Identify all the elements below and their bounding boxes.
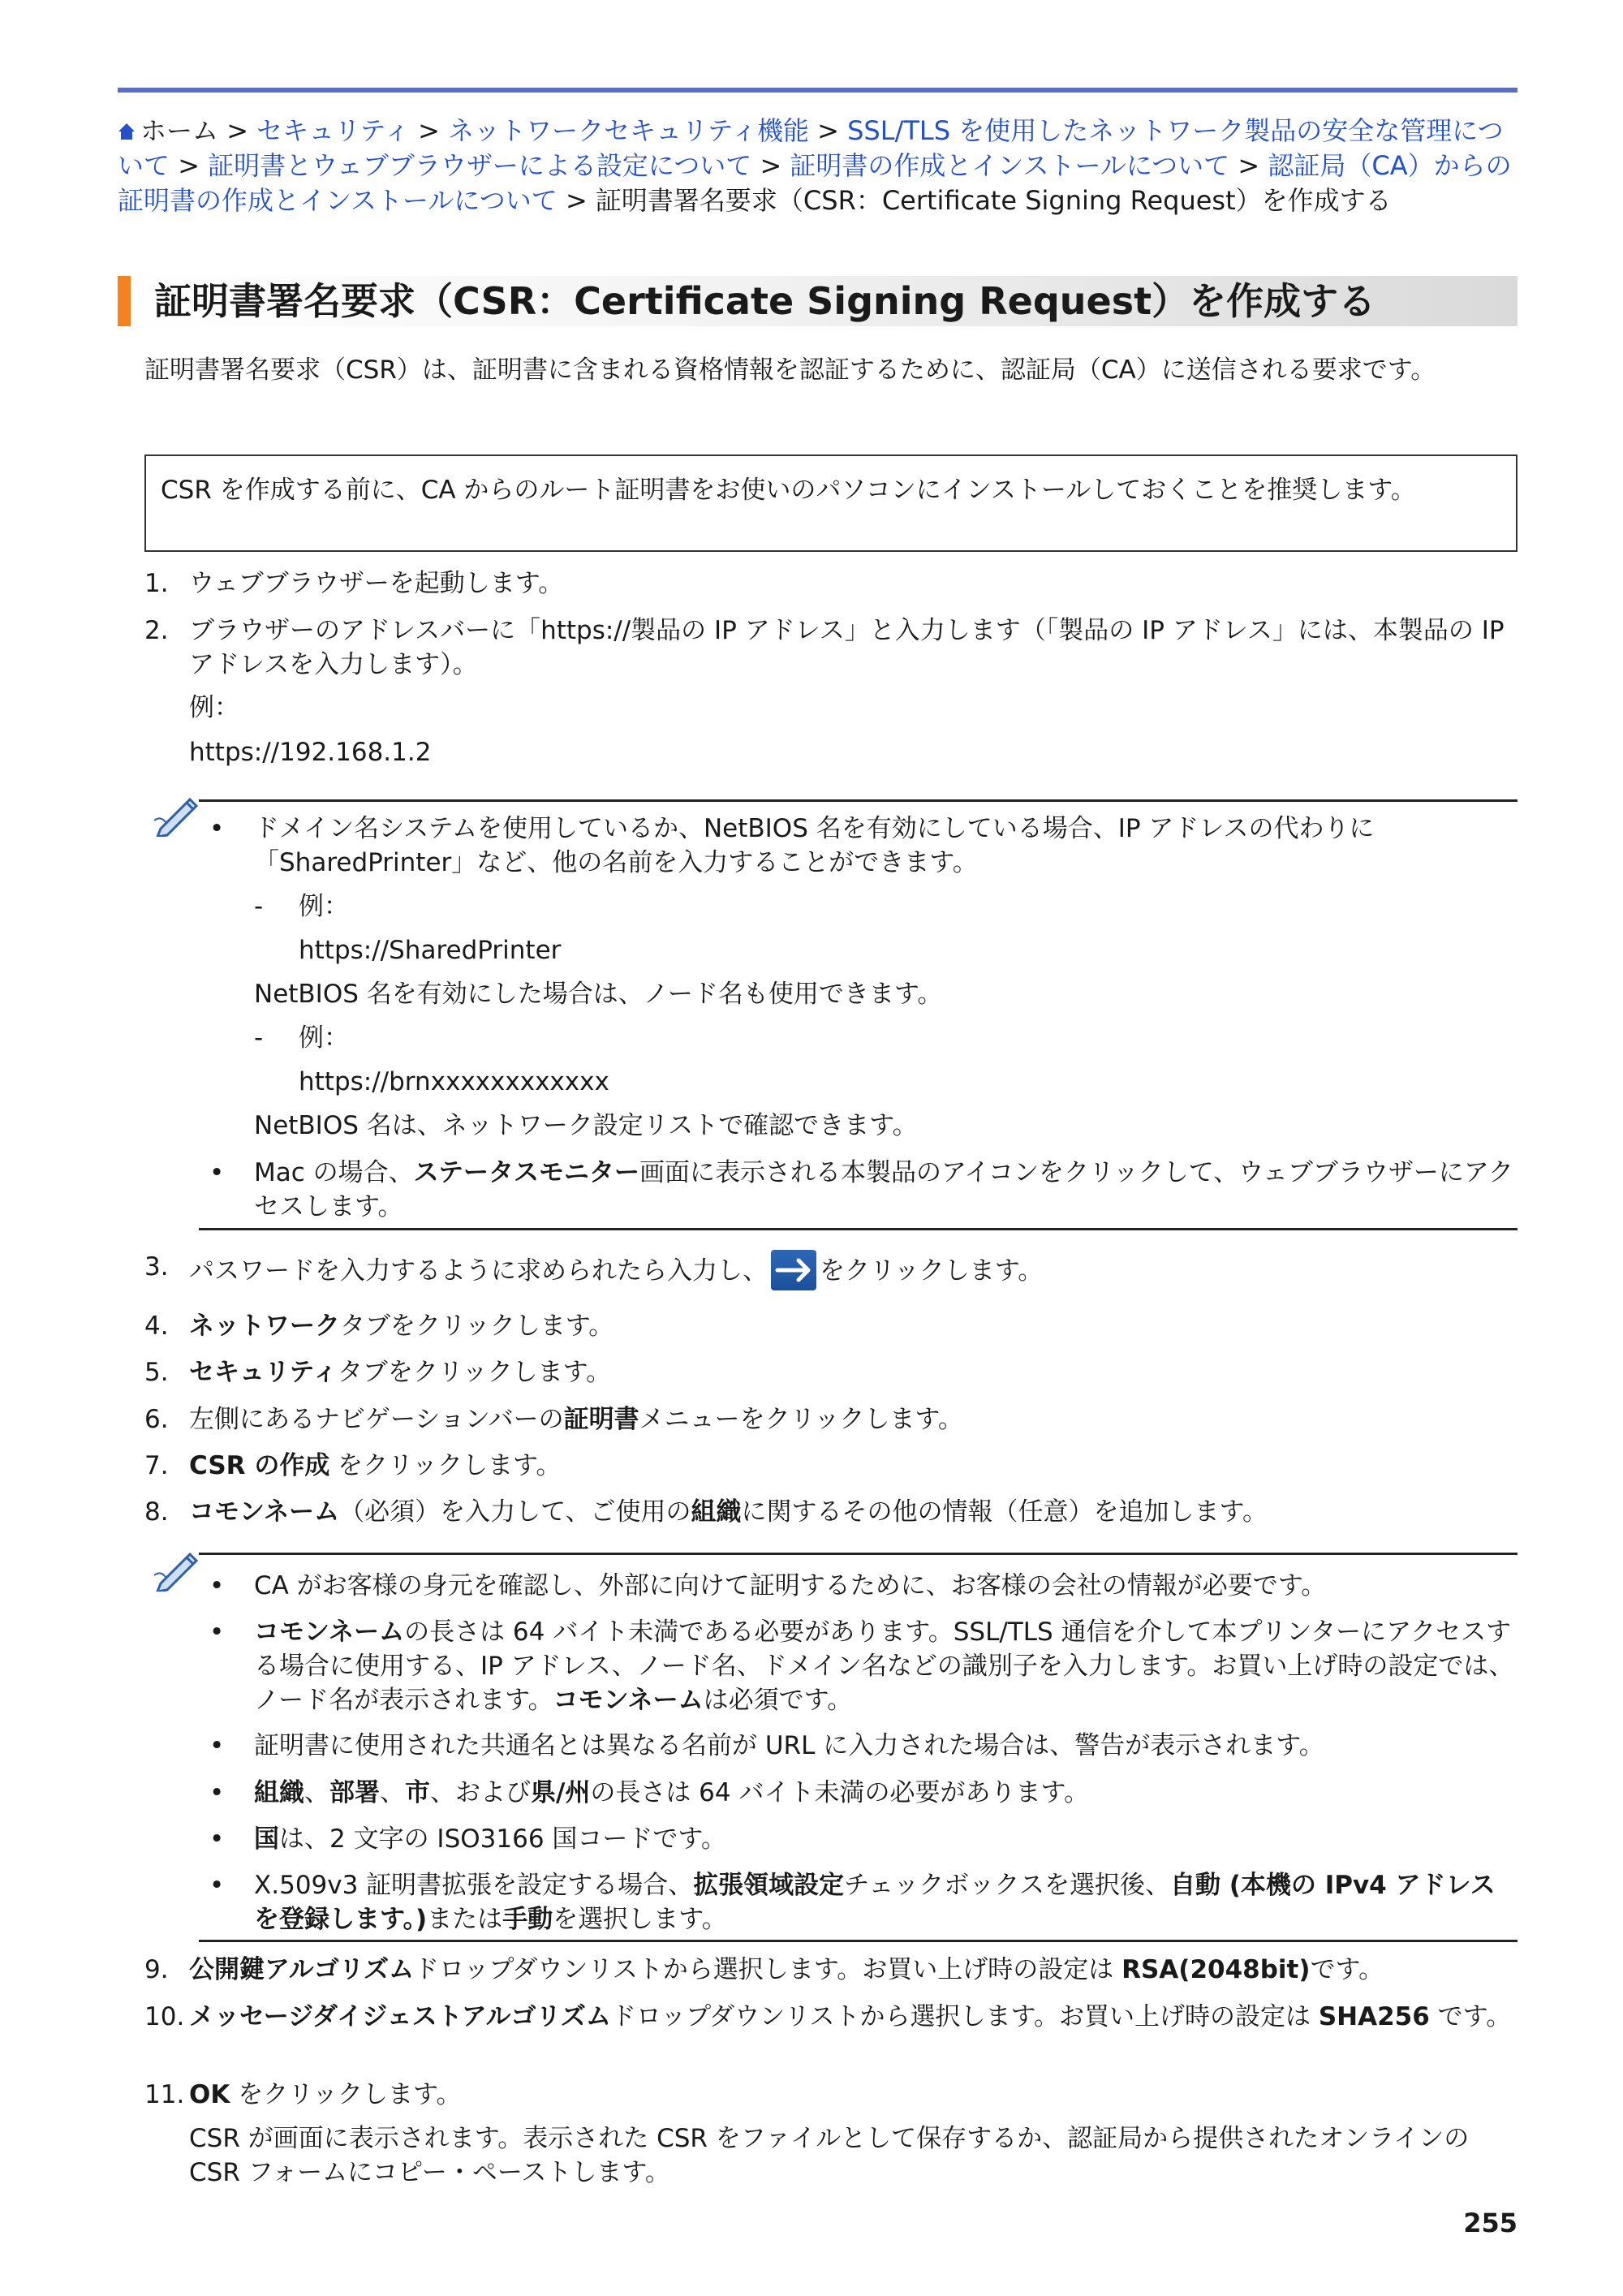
- breadcrumb-current: 証明書署名要求（CSR：Certificate Signing Request）を作成する: [595, 185, 1392, 216]
- text-run: メニューをクリックします。: [639, 1405, 963, 1434]
- note2-bullet-1: CA がお客様の身元を確認し、外部に向けて証明するために、お客様の会社の情報が必要です。: [254, 1571, 1327, 1600]
- example-label: 例：: [189, 693, 239, 722]
- bullet: •: [209, 1571, 225, 1600]
- text-run: チェックボックスを選択後、: [844, 1871, 1170, 1900]
- text-run: を選択します。: [553, 1905, 727, 1934]
- rsa-default-value: RSA(2048bit): [1121, 1955, 1311, 1984]
- text-run: ドロップダウンリストから選択します。お買い上げ時の設定は: [414, 1955, 1122, 1984]
- notice-box: [144, 454, 1518, 552]
- page-number: 255: [1463, 2208, 1518, 2238]
- pencil-note-icon: [153, 791, 203, 837]
- breadcrumb-home[interactable]: ホーム: [140, 115, 219, 146]
- extension-setting-label: 拡張領域設定: [693, 1871, 845, 1900]
- city-label: 市: [405, 1778, 430, 1807]
- title-accent: [118, 276, 131, 326]
- text-run: パスワードを入力するように求められたら入力し、: [189, 1256, 768, 1286]
- breadcrumb-link-ssl-tls[interactable]: SSL/TLS を使用したネットワーク製品の安全な管理について: [118, 115, 1504, 181]
- common-name-label: コモンネーム: [254, 1618, 405, 1647]
- step-number: 11.: [144, 2080, 185, 2109]
- text-run: です。: [1310, 1955, 1384, 1984]
- text-run: Mac の場合、: [254, 1158, 414, 1187]
- note1-example-label-1: 例：: [299, 892, 349, 921]
- bullet: •: [209, 1824, 225, 1854]
- top-rule: [118, 88, 1518, 93]
- text-run: です。: [1429, 2002, 1512, 2031]
- text-run: は必須です。: [703, 1686, 853, 1715]
- country-label: 国: [254, 1824, 279, 1854]
- bullet: •: [209, 1158, 225, 1187]
- text-run: タブをクリックします。: [337, 1358, 612, 1387]
- text-run: ドロップダウンリストから選択します。お買い上げ時の設定は: [610, 2002, 1319, 2031]
- breadcrumb-link-cert-create-install[interactable]: 証明書の作成とインストールについて: [790, 150, 1230, 181]
- status-monitor-label: ステータスモニター: [413, 1158, 640, 1187]
- text-run: （必須）を入力して、ご使用の: [339, 1497, 691, 1527]
- digest-algorithm-label: メッセージダイジェストアルゴリズム: [189, 2002, 611, 2031]
- state-label: 県/州: [531, 1778, 591, 1807]
- note2-bullet-3: 証明書に使用された共通名とは異なる名前が URL に入力された場合は、警告が表示されます。: [254, 1731, 1324, 1760]
- step-text: [189, 1495, 1518, 1529]
- intro-text: 証明書署名要求（CSR）は、証明書に含まれる資格情報を認証するために、認証局（CA）に送信される要求です。: [144, 355, 1436, 385]
- bullet: •: [209, 1871, 225, 1900]
- department-label: 部署: [329, 1778, 380, 1807]
- note2-bullet-5: [254, 1822, 1518, 1856]
- common-name-label: コモンネーム: [189, 1497, 340, 1527]
- note2-bullet-6: [254, 1868, 1518, 1936]
- bullet: •: [209, 1731, 225, 1760]
- step-text: [189, 1250, 1518, 1290]
- sha256-default-value: SHA256: [1318, 2002, 1430, 2031]
- step-number: 5.: [144, 1358, 169, 1387]
- text-run: または: [427, 1905, 503, 1934]
- organization-label: 組織: [254, 1778, 304, 1807]
- step-number: 10.: [144, 2002, 185, 2031]
- notice-text: CSR を作成する前に、CA からのルート証明書をお使いのパソコンにインストールしておくことを推奨します。: [161, 476, 1416, 505]
- breadcrumb-link-cert-browser[interactable]: 証明書とウェブブラウザーによる設定について: [208, 150, 752, 181]
- text-run: 、: [304, 1778, 329, 1807]
- note-rule-top: [199, 799, 1518, 802]
- text-run: 、: [380, 1778, 405, 1807]
- dash: -: [254, 892, 264, 921]
- step-number: 6.: [144, 1405, 169, 1434]
- step-text: [189, 1355, 1518, 1389]
- organization-label: 組織: [691, 1497, 742, 1527]
- step-text: [189, 2000, 1518, 2034]
- step-number: 4.: [144, 1312, 169, 1341]
- page-title: 証明書署名要求（CSR：Certificate Signing Request）を作成する: [154, 279, 1376, 323]
- text-run: をクリックします。: [230, 2080, 462, 2109]
- certificate-menu-label: 証明書: [563, 1405, 639, 1434]
- breadcrumb-separator: >: [178, 150, 200, 181]
- text-run: をクリックします。: [820, 1256, 1044, 1286]
- note1-example-url-1: https://SharedPrinter: [299, 936, 562, 965]
- step-number: 2.: [144, 616, 169, 645]
- step-11-result: CSR が画面に表示されます。表示された CSR をファイルとして保存するか、認証局から提供されたオンラインの CSR フォームにコピー・ペーストします。: [189, 2124, 1470, 2187]
- note1-example-label-2: 例：: [299, 1023, 349, 1053]
- text-run: をクリックします。: [329, 1451, 562, 1480]
- breadcrumb-separator: >: [418, 115, 440, 146]
- note1-bullet-2: [254, 1156, 1518, 1224]
- note2-bullet-4: [254, 1776, 1518, 1810]
- note2-bullet-2: [254, 1615, 1518, 1717]
- text-run: に関するその他の情報（任意）を追加します。: [741, 1497, 1268, 1527]
- text-run: タブをクリックします。: [340, 1312, 614, 1341]
- breadcrumb: [118, 114, 1518, 218]
- step-text: [189, 1953, 1518, 1987]
- note1-bullet-1: ドメイン名システムを使用しているか、NetBIOS 名を有効にしている場合、IP アドレスの代わりに「SharedPrinter」など、他の名前を入力することができます。: [254, 814, 1375, 877]
- step-text: [189, 1309, 1518, 1343]
- step-number: 8.: [144, 1497, 169, 1527]
- home-icon[interactable]: [118, 123, 136, 140]
- breadcrumb-separator: >: [565, 185, 588, 216]
- auto-option-label: 自動 (本機の IPv4 アドレスを登録します。): [254, 1871, 1496, 1934]
- note-rule-top: [199, 1553, 1518, 1555]
- text-run: の長さは 64 バイト未満である必要があります。SSL/TLS 通信を介して本プリンターにアクセスする場合に使用する、IP アドレス、ノード名、ドメイン名などの識別子を入力します。お買い上げ時の設定では、ノード名が表示されます。: [254, 1618, 1514, 1715]
- manual-option-label: 手動: [502, 1905, 553, 1934]
- breadcrumb-separator: >: [760, 150, 782, 181]
- note1-netbios-list-text: NetBIOS 名は、ネットワーク設定リストで確認できます。: [254, 1111, 918, 1140]
- common-name-label: コモンネーム: [553, 1686, 704, 1715]
- step-number: 7.: [144, 1451, 169, 1480]
- breadcrumb-link-ca-cert[interactable]: 認証局（CA）からの証明書の作成とインストールについて: [118, 150, 1512, 216]
- note-rule-bottom: [199, 1940, 1518, 1942]
- pencil-note-icon: [153, 1546, 203, 1592]
- bullet: •: [209, 1778, 225, 1807]
- create-csr-label: CSR の作成: [189, 1451, 330, 1480]
- note-rule-bottom: [199, 1228, 1518, 1230]
- step-text: [189, 2078, 1518, 2112]
- text-run: 画面に表示される本製品のアイコンをクリックして、ウェブブラウザーにアクセスします。: [254, 1158, 1513, 1221]
- text-run: は、2 文字の ISO3166 国コードです。: [279, 1824, 726, 1854]
- text-run: 、および: [430, 1778, 531, 1807]
- public-key-algorithm-label: 公開鍵アルゴリズム: [189, 1955, 415, 1984]
- security-tab-label: セキュリティ: [189, 1358, 338, 1387]
- step-text: [189, 1402, 1518, 1437]
- text-run: 左側にあるナビゲーションバーの: [189, 1405, 564, 1434]
- bullet: •: [209, 814, 225, 843]
- breadcrumb-separator: >: [1238, 150, 1260, 181]
- step-number: 9.: [144, 1955, 169, 1984]
- step-text: [189, 1449, 1518, 1483]
- example-url: https://192.168.1.2: [189, 738, 432, 767]
- ok-label: OK: [189, 2080, 230, 2109]
- step-text: ウェブブラウザーを起動します。: [189, 569, 564, 598]
- text-run: の長さは 64 バイト未満の必要があります。: [590, 1778, 1090, 1807]
- step-number: 3.: [144, 1252, 169, 1282]
- step-text: ブラウザーのアドレスバーに「https://製品の IP アドレス」と入力します（「製品の IP アドレス」には、本製品の IP アドレスを入力します）。: [189, 616, 1505, 679]
- breadcrumb-separator: >: [226, 115, 248, 146]
- arrow-right-icon[interactable]: [771, 1250, 816, 1290]
- note1-example-url-2: https://brnxxxxxxxxxxxx: [299, 1067, 609, 1096]
- network-tab-label: ネットワーク: [189, 1312, 340, 1341]
- note1-netbios-text: NetBIOS 名を有効にした場合は、ノード名も使用できます。: [254, 980, 943, 1009]
- breadcrumb-link-security[interactable]: セキュリティ: [256, 115, 410, 146]
- dash: -: [254, 1023, 264, 1053]
- text-run: X.509v3 証明書拡張を設定する場合、: [254, 1871, 694, 1900]
- bullet: •: [209, 1618, 225, 1647]
- step-number: 1.: [144, 569, 169, 598]
- breadcrumb-link-network-security[interactable]: ネットワークセキュリティ機能: [448, 115, 809, 146]
- breadcrumb-separator: >: [817, 115, 839, 146]
